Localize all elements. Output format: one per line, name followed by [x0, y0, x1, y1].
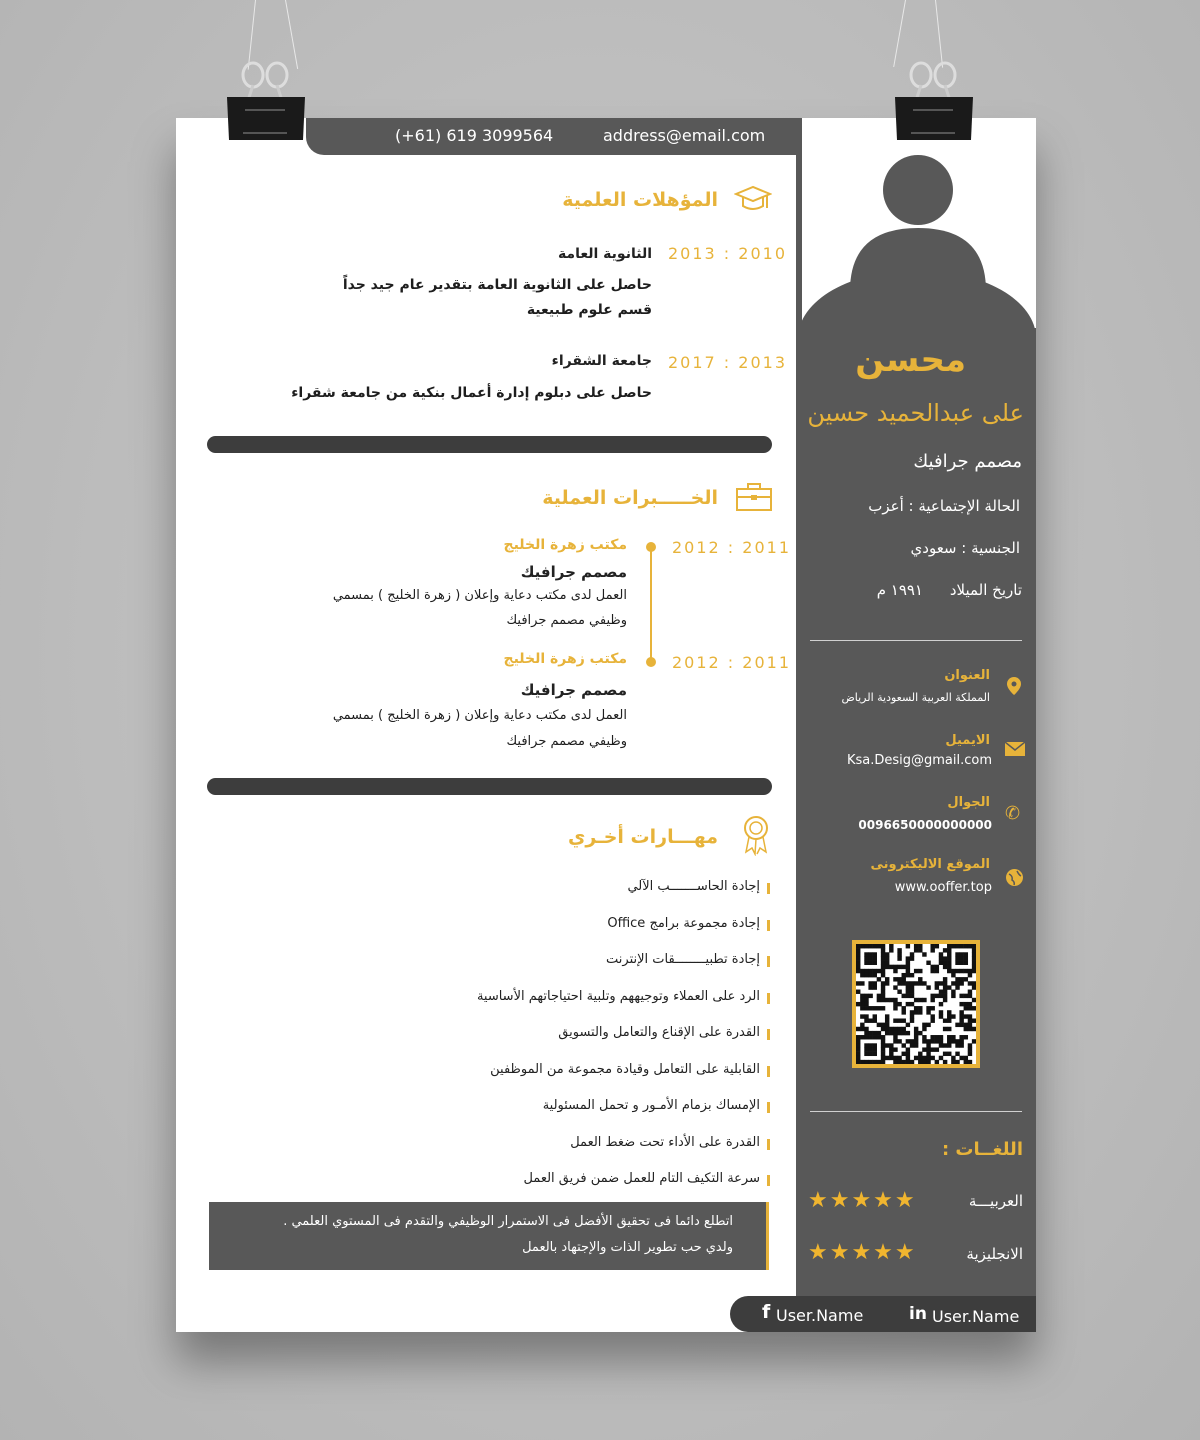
birth-label: تاريخ الميلاد — [949, 581, 1022, 599]
skill-bullet — [767, 1102, 770, 1113]
education-school: جامعة الشقراء — [551, 353, 652, 369]
phone-label: الجوال — [947, 795, 990, 810]
skill-bullet — [767, 956, 770, 967]
skill-item: القابلية على التعامل وقيادة مجموعة من الموظفين — [490, 1061, 760, 1077]
skill-item: سرعة التكيف التام للعمل ضمن فريق العمل — [523, 1171, 760, 1186]
linkedin-icon[interactable]: in — [909, 1304, 927, 1324]
location-icon — [1005, 676, 1023, 696]
timeline-dot — [646, 542, 656, 552]
timeline-dot — [646, 657, 656, 667]
education-title: المؤهلات العلمية — [562, 189, 718, 211]
address-label: العنوان — [944, 668, 990, 683]
briefcase-icon — [735, 482, 773, 512]
first-name: محسن — [855, 340, 966, 380]
experience-years: 2012 : 2011 — [672, 538, 791, 557]
skill-item: إجادة مجموعة برامج Office — [607, 915, 760, 931]
experience-desc: العمل لدى مكتب دعاية وإعلان ( زهرة الخليج ) بمسمي — [332, 708, 627, 723]
award-ribbon-icon — [740, 814, 772, 856]
experience-title: الخـــــبرات العملية — [542, 487, 718, 509]
skill-bullet — [767, 1139, 770, 1150]
sidebar-separator — [810, 640, 1022, 641]
education-years: 2017 : 2013 — [668, 353, 787, 372]
objective-box — [209, 1202, 768, 1270]
objective-text: ولدي حب تطوير الذات والإجتهاد بالعمل — [522, 1240, 733, 1255]
website-value: www.ooffer.top — [894, 880, 992, 895]
mail-icon — [1005, 742, 1025, 756]
skill-item: إجادة الحاســـــــب الآلي — [627, 879, 760, 894]
divider-line — [796, 155, 802, 1332]
experience-company: مكتب زهرة الخليج — [503, 537, 627, 553]
language-name: الانجليزية — [966, 1245, 1023, 1263]
skill-item: القدرة على الإقناع والتعامل والتسويق — [558, 1025, 760, 1040]
experience-desc: وظيفي مصمم جرافيك — [506, 734, 627, 749]
globe-icon — [1005, 868, 1024, 887]
languages-title: اللغــات : — [941, 1139, 1023, 1160]
skill-item: إجادة تطبيــــــــقات الإنترنت — [606, 952, 760, 967]
education-years: 2013 : 2010 — [668, 244, 787, 263]
experience-company: مكتب زهرة الخليج — [503, 651, 627, 667]
skill-item: الإمساك بزمام الأمـور و تحمل المسئولية — [542, 1098, 760, 1113]
section-divider-bar — [207, 778, 772, 795]
education-desc: قسم علوم طبيعية — [526, 302, 652, 318]
experience-desc: العمل لدى مكتب دعاية وإعلان ( زهرة الخليج ) بمسمي — [332, 588, 627, 603]
header-email: address@email.com — [603, 126, 766, 145]
website-label: الموقع الاليكترونى — [870, 857, 990, 872]
objective-text: اتطلع دائما فى تحقيق الأفضل فى الاستمرار الوظيفي والتقدم فى المستوي العلمي . — [283, 1214, 733, 1229]
skill-bullet — [767, 883, 770, 894]
education-desc: حاصل على الثانوية العامة بتقدير عام جيد جداً — [342, 277, 652, 293]
experience-role: مصمم جرافيك — [520, 681, 627, 699]
objective-accent — [766, 1202, 769, 1270]
birth-value: ١٩٩١ م — [876, 581, 923, 599]
email-value: Ksa.Desig@gmail.com — [846, 753, 992, 768]
avatar-icon — [848, 153, 988, 293]
full-name: على عبدالحميد حسين — [807, 399, 1024, 427]
sidebar-separator — [810, 1111, 1022, 1112]
qr-code-icon — [856, 944, 976, 1064]
section-divider-bar — [207, 436, 772, 453]
rating-stars-icon: ★★★★★ — [808, 1188, 917, 1213]
facebook-icon[interactable]: f — [762, 1301, 771, 1323]
skill-bullet — [767, 993, 770, 1004]
skills-title: مهـــارات أخـري — [567, 826, 718, 848]
graduation-cap-icon — [734, 184, 772, 216]
rating-stars-icon: ★★★★★ — [808, 1240, 917, 1265]
experience-years: 2012 : 2011 — [672, 653, 791, 672]
phone-icon: ✆ — [1005, 803, 1021, 824]
header-phone: (+61) 619 3099564 — [395, 126, 554, 145]
facebook-username[interactable]: User.Name — [776, 1306, 864, 1325]
skill-bullet — [767, 1175, 770, 1186]
skill-bullet — [767, 920, 770, 931]
binder-clip-icon — [225, 55, 307, 145]
skill-item: الرد على العملاء وتوجيههم وتلبية احتياجاتهم الأساسية — [476, 988, 760, 1004]
education-desc: حاصل على دبلوم إدارة أعمال بنكية من جامعة شقراء — [291, 385, 652, 401]
timeline-line — [650, 547, 652, 662]
address-value: المملكة العربية السعودية الرياض — [841, 691, 990, 704]
nationality: الجنسية : سعودي — [910, 539, 1020, 557]
job-title: مصمم جرافيك — [913, 451, 1022, 472]
education-school: الثانوية العامة — [557, 246, 652, 262]
marital-status: الحالة الإجتماعية : أعزب — [868, 497, 1020, 515]
linkedin-username[interactable]: User.Name — [932, 1307, 1020, 1326]
skill-item: القدرة على الأداء تحت ضغط العمل — [570, 1134, 760, 1150]
skill-bullet — [767, 1066, 770, 1077]
experience-role: مصمم جرافيك — [520, 563, 627, 581]
binder-clip-icon — [893, 55, 975, 145]
phone-value: 0096650000000000 — [858, 818, 992, 832]
skill-bullet — [767, 1029, 770, 1040]
email-label: الايميل — [945, 733, 990, 748]
experience-desc: وظيفي مصمم جرافيك — [506, 613, 627, 628]
language-name: العربيـــة — [968, 1192, 1023, 1210]
